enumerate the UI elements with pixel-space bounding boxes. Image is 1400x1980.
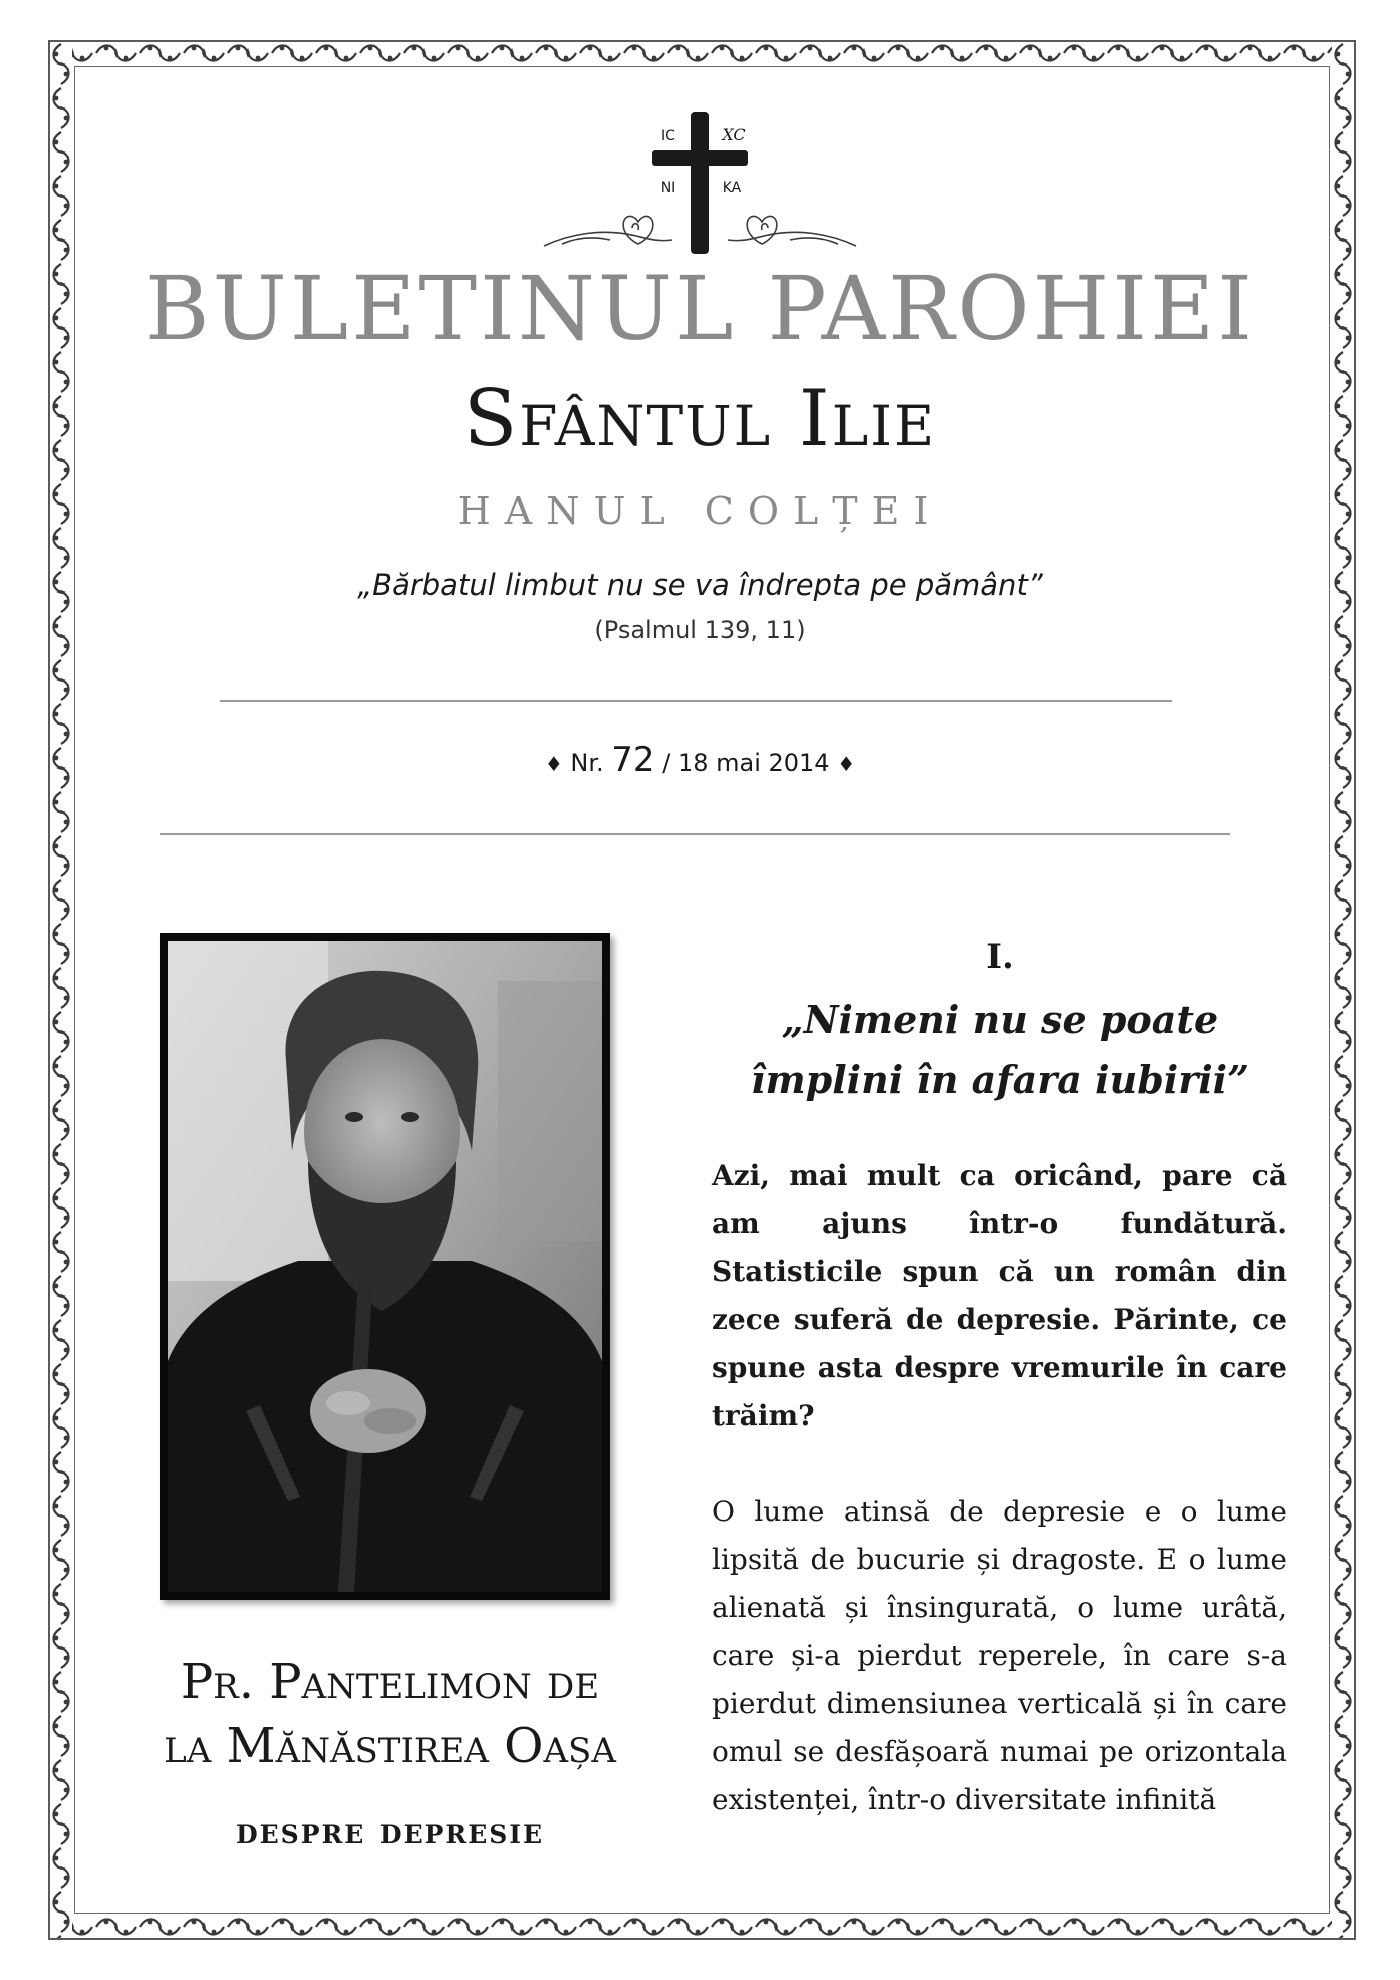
heart-flourish-right-icon bbox=[728, 216, 856, 246]
divider-bottom bbox=[160, 833, 1230, 835]
diamond-icon: ♦ bbox=[837, 752, 856, 776]
svg-text:IC: IC bbox=[661, 128, 675, 144]
svg-text:KA: KA bbox=[722, 180, 742, 196]
divider-top bbox=[220, 700, 1172, 702]
section-title-line-2: împlini în afara iubirii” bbox=[751, 1057, 1249, 1102]
feature-person-name bbox=[90, 1650, 690, 1778]
feature-name-line-2: la Mănăstirea Oașa bbox=[164, 1718, 616, 1774]
portrait-photo bbox=[160, 933, 610, 1600]
motto-reference: (Psalmul 139, 11) bbox=[594, 616, 806, 644]
motto-quote: „Bărbatul limbut nu se va îndrepta pe pământ” bbox=[357, 568, 1043, 602]
svg-text:NI: NI bbox=[660, 180, 676, 196]
feature-topic: despre depresie bbox=[235, 1810, 545, 1852]
section-number: I. bbox=[986, 937, 1014, 977]
issue-number: 72 bbox=[611, 740, 655, 780]
ornamental-border-right bbox=[1332, 42, 1354, 1938]
bulletin-title: BULETINUL PAROHIEI bbox=[144, 257, 1256, 360]
section-title-line-1: „Nimeni nu se poate bbox=[781, 997, 1219, 1042]
heart-flourish-left-icon bbox=[544, 216, 672, 246]
ornamental-border-left bbox=[50, 42, 72, 1938]
feature-name-line-1: Pr. Pantelimon de bbox=[180, 1654, 600, 1710]
issue-separator: / bbox=[662, 749, 671, 777]
section-title bbox=[700, 990, 1300, 1110]
ornamental-border-bottom bbox=[50, 1916, 1354, 1938]
interview-answer: O lume atinsă de depresie e o lume lipsită de bucurie și dragoste. E o lume alienată și însingurată, o lume urâtă, care și-a pierdut reperele, în care s-a pierdut dimensiunea verticală și în care omul se desfășoară numai pe orizontala existenței, într-o diversitate infinită bbox=[712, 1495, 1287, 1816]
diamond-icon: ♦ bbox=[544, 752, 563, 776]
ornamental-border-top bbox=[50, 42, 1354, 64]
issue-info bbox=[120, 740, 1280, 784]
issue-prefix: Nr. bbox=[570, 749, 604, 777]
svg-text:XC: XC bbox=[722, 125, 746, 144]
parish-name: Sfântul Ilie bbox=[463, 374, 937, 464]
issue-date: 18 mai 2014 bbox=[677, 749, 830, 777]
interview-question: Azi, mai mult ca oricând, pare că am ajuns într-o fundătură. Statisticile spun că un român din zece suferă de depresie. Părinte, ce spune asta despre vremurile în care trăim? bbox=[712, 1159, 1287, 1432]
cross-emblem bbox=[540, 112, 860, 262]
parish-location: HANUL COLȚEI bbox=[457, 489, 943, 533]
cross-icon bbox=[691, 112, 709, 254]
